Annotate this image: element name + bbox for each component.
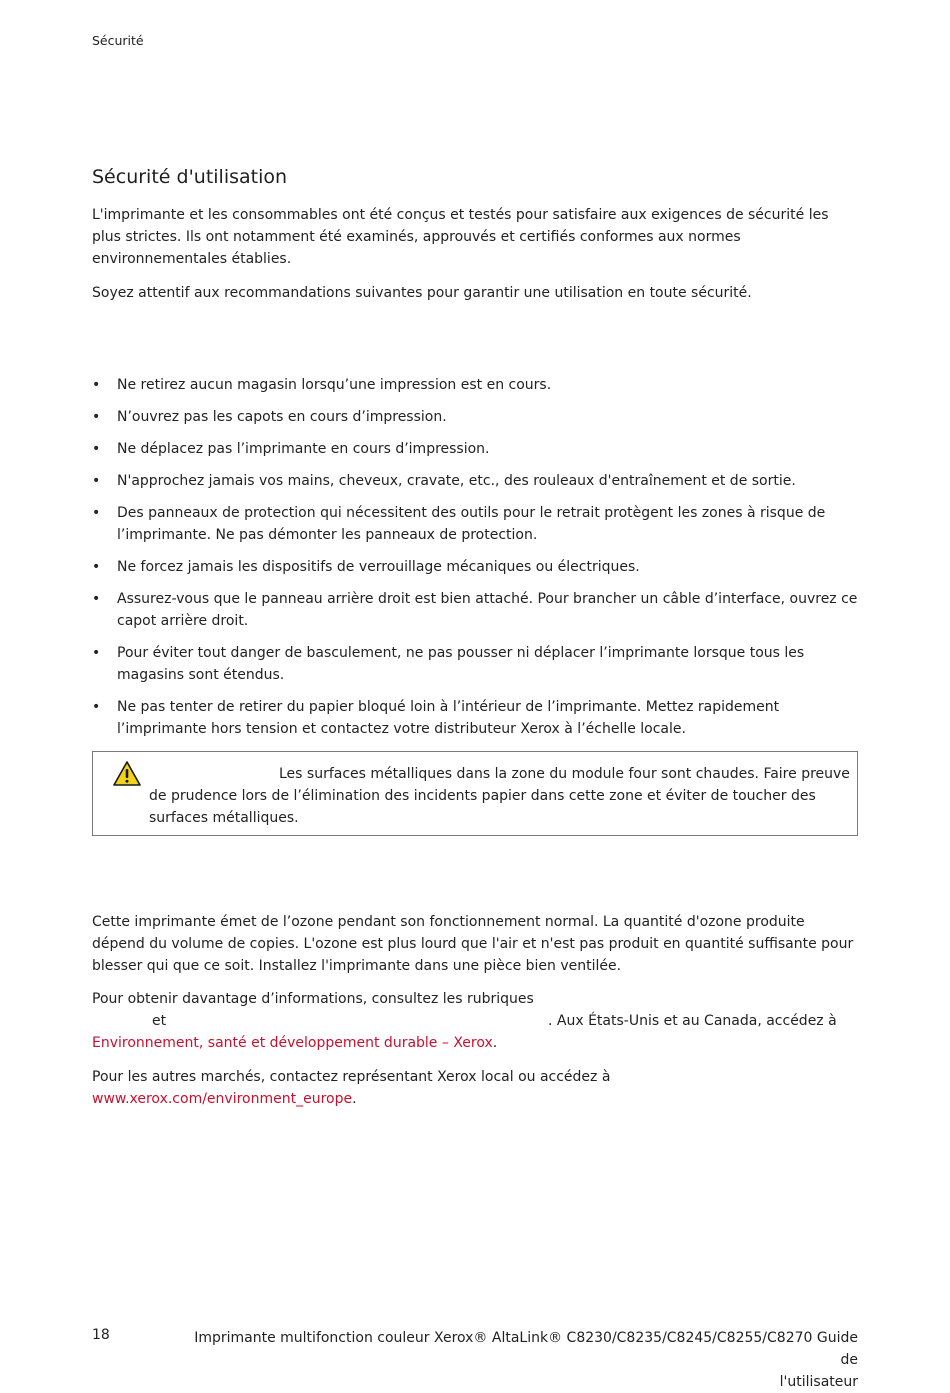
footer-title [180,1327,858,1393]
page-number: 18 [92,1327,110,1343]
ozone-paragraph: Cette imprimante émet de l’ozone pendant son fonctionnement normal. La quantité d'ozone produite dépend du volume de copies. L'ozone est plus lourd que l'air et n'est pas produit en quantité suffisante pour blesser qui que ce soit. Installez l'imprimante dans une pièce bien ventilée. [92,914,854,974]
other-markets-paragraph [92,1066,860,1110]
list-item: • Ne déplacez pas l’imprimante en cours d’impression. [92,438,860,460]
more-info-end: . [492,1035,498,1051]
list-item: • Assurez-vous que le panneau arrière droit est bien attaché. Pour brancher un câble d’interface, ouvrez ce capot arrière droit. [92,588,860,632]
list-item: • Ne retirez aucun magasin lorsqu’une impression est en cours. [92,374,860,396]
other-markets-end: . [352,1091,357,1107]
list-item: • Pour éviter tout danger de basculement, ne pas pousser ni déplacer l’imprimante lorsque tous les magasins sont étendus. [92,642,860,686]
caution-text: Les surfaces métalliques dans la zone du module four sont chaudes. Faire preuve de prudence lors de l’élimination des incidents papier dans cette zone et éviter de toucher des surfaces métalliques. [149,766,850,826]
other-markets-text: Pour les autres marchés, contactez représentant Xerox local ou accédez à [92,1069,611,1085]
more-info-paragraph [92,988,860,1054]
more-info-line: Pour obtenir davantage d’informations, consultez les rubriques [92,991,534,1007]
section-title: Sécurité d'utilisation [92,166,288,188]
footer-title-line: l'utilisateur [779,1374,858,1390]
footer-title-line: Imprimante multifonction couleur Xerox® AltaLink® C8230/C8235/C8245/C8255/C8270 Guide de [194,1330,858,1368]
warning-icon [112,760,142,788]
caution-box [92,751,858,836]
more-info-tail: . Aux États-Unis et au Canada, accédez à [548,1013,837,1029]
advice-paragraph: Soyez attentif aux recommandations suivantes pour garantir une utilisation en toute sécurité. [92,285,752,301]
environment-europe-link[interactable]: www.xerox.com/environment_europe [92,1091,353,1107]
list-item: • N’ouvrez pas les capots en cours d’impression. [92,406,860,428]
list-item: • Ne pas tenter de retirer du papier bloqué loin à l’intérieur de l’imprimante. Mettez rapidement l’imprimante hors tension et contactez votre distributeur Xerox à l’échelle locale. [92,696,860,740]
safety-bullet-list [92,374,860,750]
list-item: • N'approchez jamais vos mains, cheveux, cravate, etc., des rouleaux d'entraînement et de sortie. [92,470,860,492]
list-item: • Des panneaux de protection qui nécessitent des outils pour le retrait protègent les zones à risque de l’imprimante. Ne pas démonter les panneaux de protection. [92,502,860,546]
ehs-xerox-link[interactable]: Environnement, santé et développement durable – Xerox [92,1035,493,1051]
intro-paragraph: L'imprimante et les consommables ont été conçus et testés pour satisfaire aux exigences de sécurité les plus strictes. Ils ont notamment été examinés, approuvés et certifiés conformes aux normes environnementales établies. [92,207,829,267]
running-head: Sécurité [92,33,144,48]
more-info-and: et [152,1013,167,1029]
list-item: • Ne forcez jamais les dispositifs de verrouillage mécaniques ou électriques. [92,556,860,578]
